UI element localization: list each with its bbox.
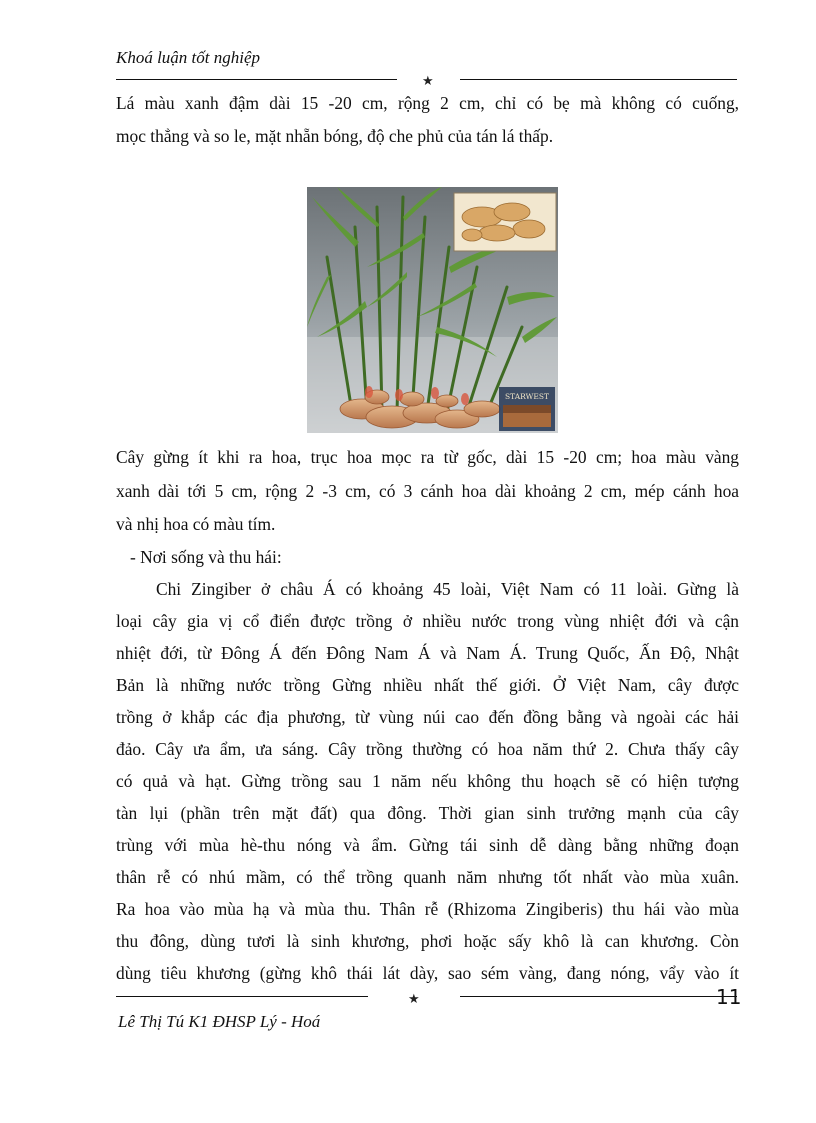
body-line: nhiệt đới, từ Đông Á đến Đông Nam Á và Nam Á. Trung Quốc, Ấn Độ, Nhật: [116, 643, 739, 663]
footer-rule-right: [460, 996, 737, 997]
body-line: thu đông, dùng tươi là sinh khương, phơi hoặc sấy khô là can khương. Còn: [116, 931, 739, 951]
body-line: trồng ở khắp các địa phương, từ vùng núi cao đến đồng bằng và ngoài các hải: [116, 707, 739, 727]
body-line: Ra hoa vào mùa hạ và mùa thu. Thân rễ (Rhizoma Zingiberis) thu hái vào mùa: [116, 899, 739, 919]
body-line: Lá màu xanh đậm dài 15 -20 cm, rộng 2 cm, chỉ có bẹ mà không có cuống,: [116, 93, 739, 113]
page-number: 11: [716, 985, 742, 1009]
header-star-icon: ★: [422, 73, 434, 88]
footer-author: Lê Thị Tú K1 ĐHSP Lý - Hoá: [118, 1012, 321, 1031]
body-line: dùng tiêu khương (gừng khô thái lát dày, sao sém vàng, đang nóng, vẩy vào ít: [116, 963, 739, 983]
body-line: thân rễ có nhú mầm, có thể trồng quanh năm nhưng tốt nhất vào mùa xuân.: [116, 867, 739, 887]
section-heading: - Nơi sống và thu hái:: [130, 547, 282, 567]
body-line: và nhị hoa có màu tím.: [116, 514, 276, 534]
ginger-plant-photo: [307, 187, 558, 433]
starwest-logo: STARWEST: [505, 392, 549, 401]
body-line: mọc thẳng và so le, mặt nhẵn bóng, độ che phủ của tán lá thấp.: [116, 126, 554, 146]
body-line: trùng với mùa hè-thu nóng và ẩm. Gừng tái sinh dễ dàng bằng những đoạn: [116, 835, 739, 855]
body-line: xanh dài tới 5 cm, rộng 2 -3 cm, có 3 cánh hoa dài khoảng 2 cm, mép cánh hoa: [116, 481, 739, 501]
body-line: Bản là những nước trồng Gừng nhiều nhất thế giới. Ở Việt Nam, cây được: [116, 675, 739, 695]
header-title: Khoá luận tốt nghiệp: [116, 48, 261, 67]
body-line: có quả và hạt. Gừng trồng sau 1 năm nếu không thu hoạch sẽ có hiện tượng: [116, 771, 739, 791]
footer-rule-left: [116, 996, 368, 997]
body-line: Chi Zingiber ở châu Á có khoảng 45 loài, Việt Nam có 11 loài. Gừng là: [156, 579, 739, 599]
body-line: Cây gừng ít khi ra hoa, trục hoa mọc ra từ gốc, dài 15 -20 cm; hoa màu vàng: [116, 447, 739, 467]
body-line: loại cây gia vị cổ điển được trồng ở nhiều nước trong vùng nhiệt đới và cận: [116, 611, 739, 631]
footer-star-icon: ★: [408, 991, 420, 1006]
header-rule-right: [460, 79, 737, 80]
body-line: tàn lụi (phần trên mặt đất) qua đông. Thời gian sinh trưởng mạnh của cây: [116, 803, 739, 823]
header-rule-left: [116, 79, 397, 80]
body-line: đảo. Cây ưa ẩm, ưa sáng. Cây trồng thường có hoa năm thứ 2. Chưa thấy cây: [116, 739, 739, 759]
